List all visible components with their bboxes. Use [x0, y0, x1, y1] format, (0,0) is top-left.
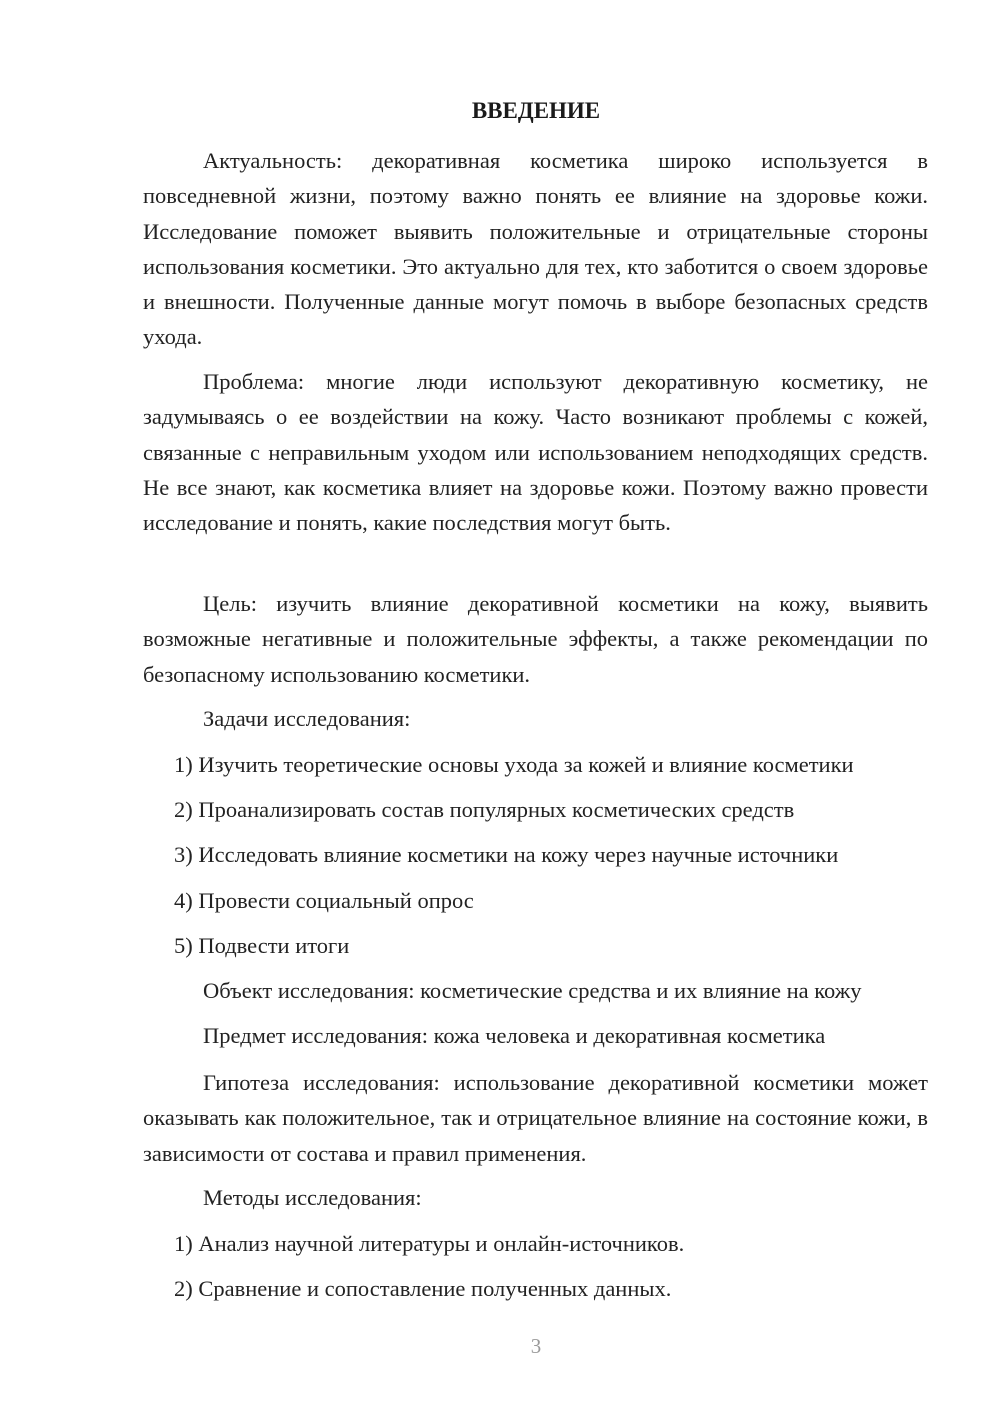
page-title: ВВЕДЕНИЕ: [471, 98, 601, 123]
method-item: 1) Анализ научной литературы и онлайн-источников.: [174, 1231, 685, 1256]
method-item: 2) Сравнение и сопоставление полученных данных.: [174, 1276, 672, 1301]
goal-paragraph: Цель: изучить влияние декоративной косметики на кожу, выявить возможные негативные и положительные эффекты, а также рекомендации по безопасному использованию косметики.: [143, 591, 928, 687]
relevance-paragraph: Актуальность: декоративная косметика широко используется в повседневной жизни, поэтому важно понять ее влияние на здоровье кожи. Исследование поможет выявить положительные и отрицательные стороны использования косметики. Это актуально для тех, кто заботится о своем здоровье и внешности. Полученные данные могут помочь в выборе безопасных средств ухода.: [143, 148, 928, 350]
tasks-heading: Задачи исследования:: [203, 706, 411, 731]
task-item: 4) Провести социальный опрос: [174, 888, 474, 913]
task-item: 2) Проанализировать состав популярных косметических средств: [174, 797, 795, 822]
hypothesis-paragraph: Гипотеза исследования: использование декоративной косметики может оказывать как положительное, так и отрицательное влияние на состояние кожи, в зависимости от состава и правил применения.: [143, 1070, 928, 1166]
task-item: 5) Подвести итоги: [174, 933, 350, 958]
problem-paragraph: Проблема: многие люди используют декоративную косметику, не задумываясь о ее воздействии на кожу. Часто возникают проблемы с кожей, связанные с неправильным уходом или использованием неподходящих средств. Не все знают, как косметика влияет на здоровье кожи. Поэтому важно провести исследование и понять, какие последствия могут быть.: [143, 369, 928, 536]
task-item: 1) Изучить теоретические основы ухода за кожей и влияние косметики: [174, 752, 854, 777]
page-number: 3: [530, 1334, 542, 1358]
research-subject: Предмет исследования: кожа человека и декоративная косметика: [203, 1023, 826, 1048]
research-object: Объект исследования: косметические средства и их влияние на кожу: [203, 978, 862, 1003]
task-item: 3) Исследовать влияние косметики на кожу через научные источники: [174, 842, 839, 867]
methods-heading: Методы исследования:: [203, 1185, 422, 1210]
